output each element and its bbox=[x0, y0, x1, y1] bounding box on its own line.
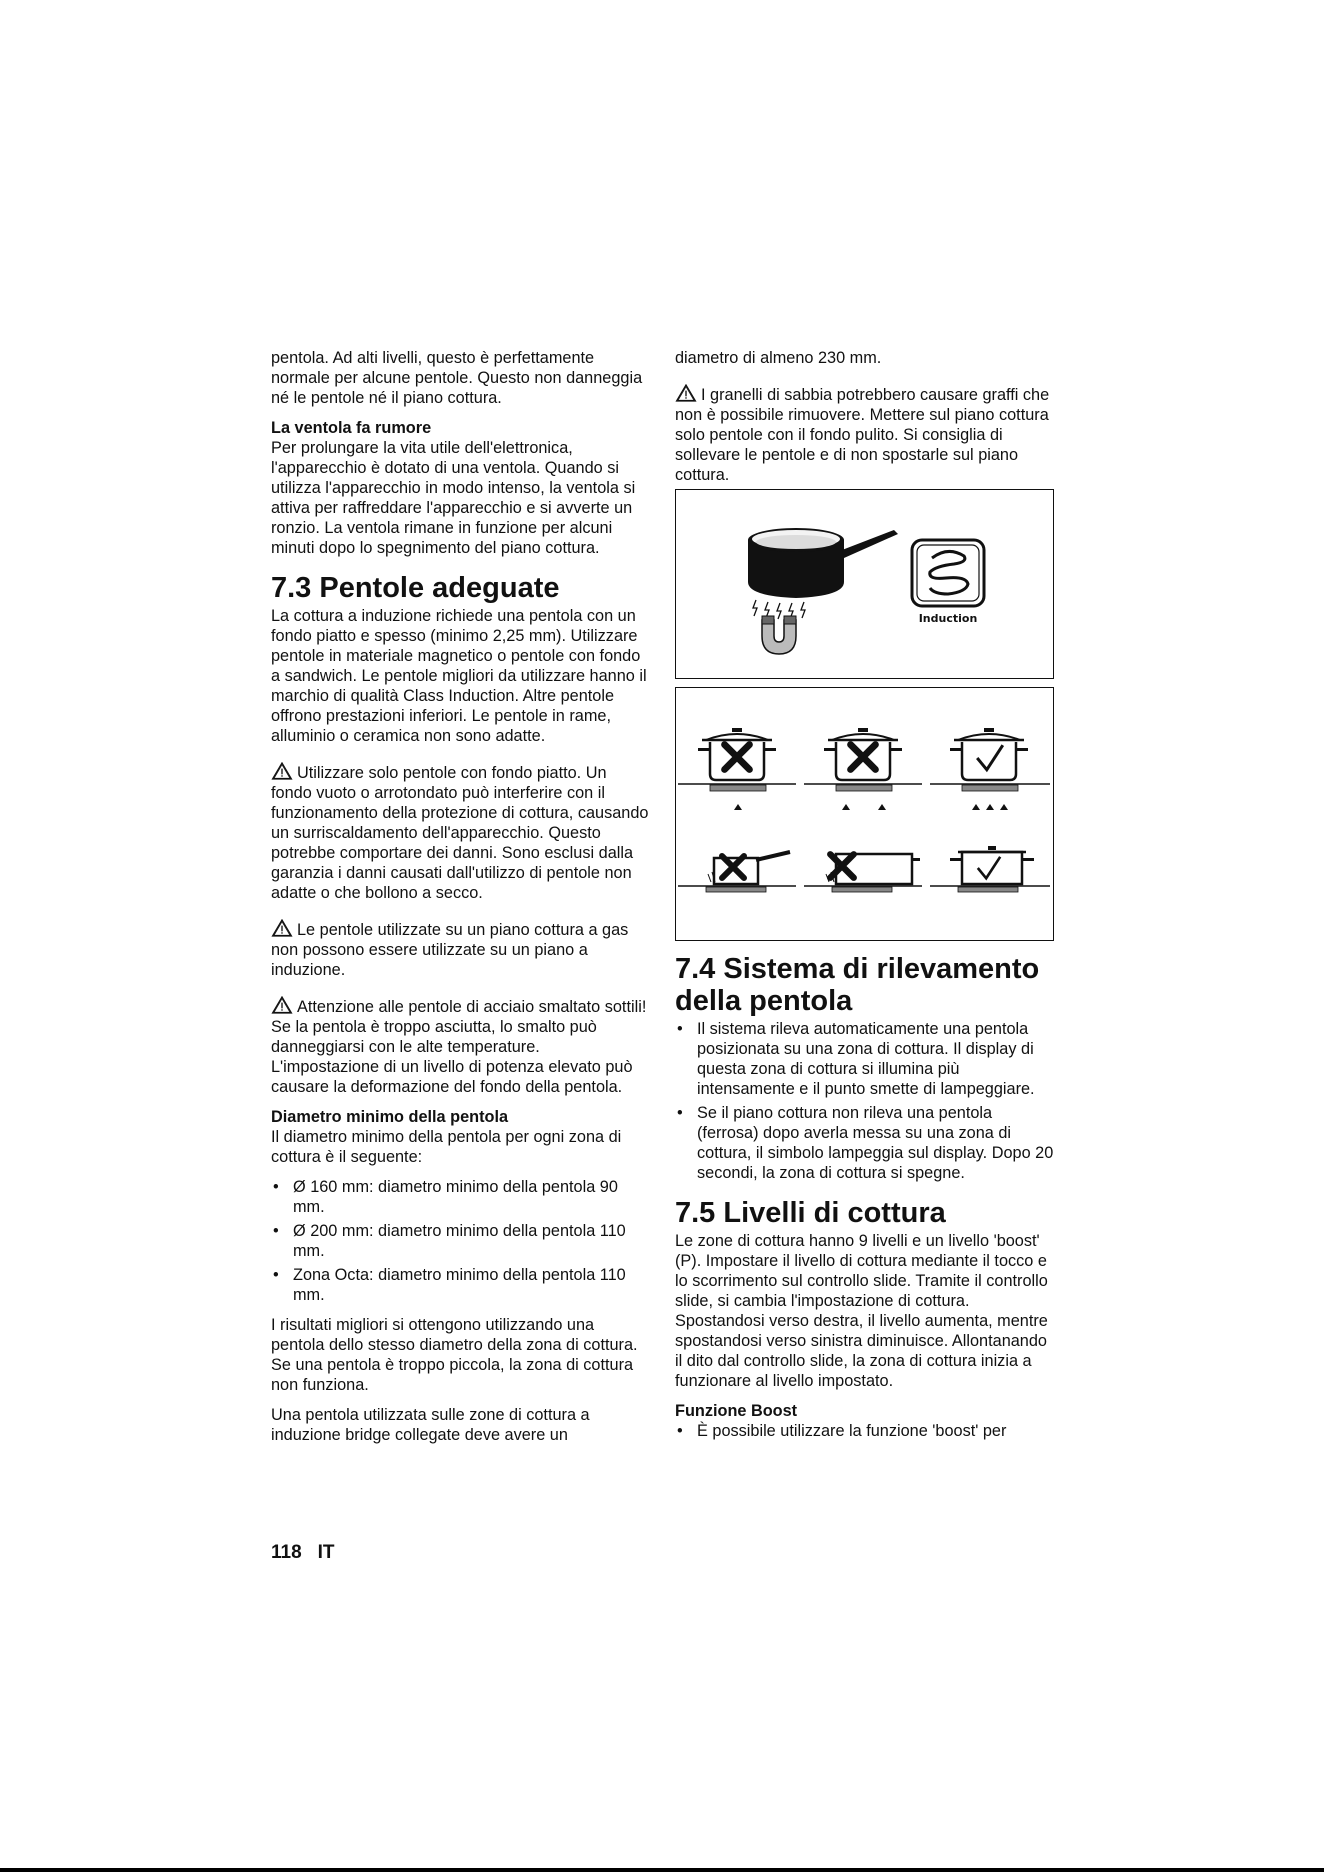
induction-pan-figure bbox=[675, 489, 1054, 679]
section-heading-7-4: 7.4 Sistema di rilevamento della pentola bbox=[675, 953, 1040, 1017]
warning-text: Le pentole utilizzate su un piano cottura a gas non possono essere utilizzate su un piano a induzione. bbox=[271, 921, 629, 979]
detection-list bbox=[675, 1019, 1058, 1183]
list-item: • Se il piano cottura non rileva una pentola (ferrosa) dopo averla messa su una zona di cottura, il simbolo lampeggia sul display. Dopo 20 secondi, la zona di cottura si spegne. bbox=[675, 1103, 1058, 1183]
list-item: • Ø 160 mm: diametro minimo della pentola 90 mm. bbox=[271, 1177, 649, 1217]
list-item: • Zona Octa: diametro minimo della pentola 110 mm. bbox=[271, 1265, 649, 1305]
paragraph-diametro: Il diametro minimo della pentola per ogni zona di cottura è il seguente: bbox=[271, 1128, 622, 1166]
section-heading-7-5: 7.5 Livelli di cottura bbox=[675, 1197, 946, 1229]
warning-paragraph bbox=[271, 762, 649, 903]
pot-suitability-illustration bbox=[676, 688, 1052, 939]
boost-list bbox=[675, 1421, 1058, 1441]
warning-text: Utilizzare solo pentole con fondo piatto. Un fondo vuoto o arrotondato può interferire con il funzionamento della protezione di cottura, causando un surriscaldamento dell'apparecchio. Questo potrebbe comportare dei danni. Sono esclusi dalla garanzia i danni causati dall'utilizzo di pentole non adatte o che bollono a secco. bbox=[271, 764, 649, 902]
paragraph-results: I risultati migliori si ottengono utilizzando una pentola dello stesso diametro della zona di cottura. Se una pentola è troppo piccola, la zona di cottura non funziona. bbox=[271, 1316, 638, 1394]
list-item: • Il sistema rileva automaticamente una pentola posizionata su una zona di cottura. Il display di questa zona di cottura si illumina più intensamente e il punto smette di lampeggiare. bbox=[675, 1019, 1058, 1099]
warning-paragraph bbox=[271, 996, 649, 1097]
page-footer bbox=[271, 1542, 335, 1564]
language-code: IT bbox=[317, 1542, 335, 1563]
subheading-boost: Funzione Boost bbox=[675, 1402, 798, 1420]
subheading-diametro: Diametro minimo della pentola bbox=[271, 1108, 509, 1126]
paragraph-ventola: Per prolungare la vita utile dell'elettronica, l'apparecchio è dotato di una ventola. Quando si utilizza l'apparecchio in modo intenso, la ventola si attiva per raffreddare l'apparecchio e si avverte un ronzio. La ventola rimane in funzione per alcuni minuti dopo lo spegnimento del piano cottura. bbox=[271, 439, 636, 557]
induction-pan-illustration bbox=[676, 490, 1052, 677]
left-column bbox=[271, 348, 649, 1455]
diameter-list bbox=[271, 1177, 649, 1305]
paragraph: pentola. Ad alti livelli, questo è perfettamente normale per alcune pentole. Questo non danneggia né le pentole né il piano cottura. bbox=[271, 349, 643, 407]
warning-triangle-icon bbox=[271, 996, 293, 1014]
list-item: • È possibile utilizzare la funzione 'boost' per bbox=[675, 1421, 1058, 1441]
warning-text: I granelli di sabbia potrebbero causare graffi che non è possibile rimuovere. Mettere sul piano cottura solo pentole con il fondo pulito. Si consiglia di sollevare le pentole e di non spostarle sul piano cottura. bbox=[675, 386, 1050, 484]
warning-triangle-icon bbox=[271, 919, 293, 937]
warning-paragraph bbox=[271, 919, 649, 980]
warning-triangle-icon bbox=[271, 762, 293, 780]
paragraph-7-5: Le zone di cottura hanno 9 livelli e un livello 'boost' (P). Impostare il livello di cottura mediante il tocco e lo scorrimento sul controllo slide. Tramite il controllo slide, si cambia l'impostazione di cottura. Spostandosi verso destra, il livello aumenta, mentre spostandosi verso sinistra diminuisce. Allontanando il dito dal controllo slide, la zona di cottura inizia a funzionare al livello impostato. bbox=[675, 1232, 1048, 1390]
section-heading-7-3: 7.3 Pentole adeguate bbox=[271, 572, 560, 604]
paragraph: diametro di almeno 230 mm. bbox=[675, 349, 882, 367]
paragraph-7-3: La cottura a induzione richiede una pentola con un fondo piatto e spesso (minimo 2,25 mm). Utilizzare pentole in materiale magnetico o pentole con fondo a sandwich. Le pentole migliori da utilizzare hanno il marchio di qualità Class Induction. Altre pentole offrono prestazioni inferiori. Le pentole in rame, alluminio o ceramica non sono adatte. bbox=[271, 607, 647, 745]
list-item: • Ø 200 mm: diametro minimo della pentola 110 mm. bbox=[271, 1221, 649, 1261]
pot-suitability-figure bbox=[675, 687, 1054, 941]
bottom-border bbox=[0, 1868, 1324, 1872]
warning-paragraph bbox=[675, 384, 1058, 485]
warning-text: Attenzione alle pentole di acciaio smaltato sottili! Se la pentola è troppo asciutta, lo smalto può danneggiarsi con le alte temperature. L'impostazione di un livello di potenza elevato può causare la deformazione del fondo della pentola. bbox=[271, 998, 647, 1096]
right-column bbox=[675, 348, 1058, 1451]
paragraph-bridge: Una pentola utilizzata sulle zone di cottura a induzione bridge collegate deve avere un bbox=[271, 1406, 590, 1444]
warning-triangle-icon bbox=[675, 384, 697, 402]
subheading-ventola: La ventola fa rumore bbox=[271, 419, 432, 437]
page-number: 118 bbox=[271, 1542, 302, 1563]
induction-logo-label: Induction bbox=[918, 612, 978, 625]
